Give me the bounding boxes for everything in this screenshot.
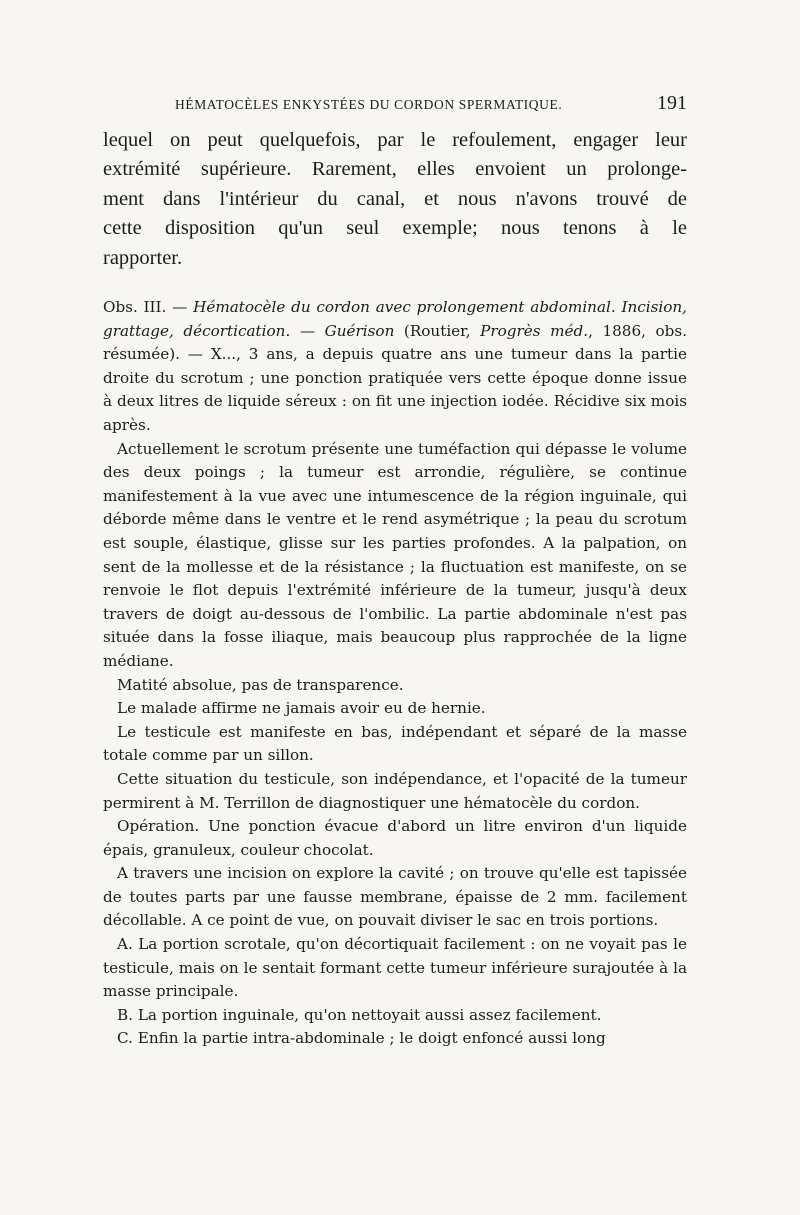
observation-outcome: Guérison <box>324 321 395 340</box>
source-journal: Progrès méd. <box>480 321 589 340</box>
body-paragraph: A travers une incision on explore la cavité ; on trouve qu'elle est tapissée de toutes parts par une fausse membrane, épaisse de 2 mm. facilement décollable. A ce point de vue, on pouvait diviser le sac en trois portions. <box>103 864 687 930</box>
body-paragraph: Cette situation du testicule, son indépendance, et l'opacité de la tumeur permirent à M. Terrillon de diagnostiquer une hématocèle du cordon. <box>103 769 687 812</box>
observation-label: Obs. III. <box>103 298 167 317</box>
text-line: ment dans l'intérieur du canal, et nous n'avons trouvé de <box>103 187 687 210</box>
page-number: 191 <box>657 92 687 114</box>
body-paragraph: Le testicule est manifeste en bas, indépendant et séparé de la masse totale comme par un sillon. <box>103 722 687 765</box>
observation-heading: Obs. III. — Hématocèle du cordon avec prolongement abdominal. Incision, grattage, décortication. — Guérison (Routier, Progrès méd., 1886, obs. résumée). — X..., 3 ans, a depuis quatre ans une tumeur dans la partie droite du scrotum ; une ponction pratiquée vers cette époque donne issue à deux litres de liquide séreux : on fit une injection iodée. Récidive six mois après. <box>103 298 688 434</box>
lead-paragraph <box>103 126 687 273</box>
running-head: HÉMATOCÈLES ENKYSTÉES DU CORDON SPERMATIQUE. <box>175 97 563 112</box>
text-line: rapporter. <box>103 246 183 269</box>
body-paragraph: B. La portion inguinale, qu'on nettoyait aussi assez facilement. <box>117 1005 602 1024</box>
body-paragraph: A. La portion scrotale, qu'on décortiquait facilement : on ne voyait pas le testicule, mais on le sentait formant cette tumeur inférieure surajoutée à la masse principale. <box>103 935 687 1001</box>
body-paragraph: Le malade affirme ne jamais avoir eu de hernie. <box>117 699 486 718</box>
text-line: extrémité supérieure. Rarement, elles envoient un prolonge- <box>103 158 687 181</box>
body-paragraph: C. Enfin la partie intra-abdominale ; le doigt enfoncé aussi long <box>117 1029 606 1048</box>
observation-section <box>103 296 687 1051</box>
page-header <box>103 92 687 126</box>
observation-intro: , 1886, obs. résumée). — X..., 3 ans, a depuis quatre ans une tumeur dans la partie droite du scrotum ; une ponction pratiquée vers cette époque donne issue à deux litres de liquide séreux : on fit une injection iodée. Récidive six mois après. <box>103 321 687 434</box>
book-page <box>103 92 687 1051</box>
body-paragraph: Opération. Une ponction évacue d'abord un litre environ d'un liquide épais, granuleux, couleur chocolat. <box>103 817 687 859</box>
text-line: cette disposition qu'un seul exemple; nous tenons à le <box>103 217 687 240</box>
text-line: lequel on peut quelquefois, par le refoulement, engager leur <box>103 129 687 151</box>
body-paragraph: Matité absolue, pas de transparence. <box>117 675 404 694</box>
body-paragraph: Actuellement le scrotum présente une tuméfaction qui dépasse le volume des deux poings ; la tumeur est arrondie, régulière, se continue manifestement à la vue avec une intumescence de la région inguinale, qui déborde même dans le ventre et le rend asymétrique ; la peau du scrotum est souple, élastique, glisse sur les parties profondes. A la palpation, on sent de la mollesse et de la résistance ; la fluctuation est manifeste, on se renvoie le flot depuis l'extrémité inférieure de la tumeur, jusqu'à deux travers de doigt au-dessous de l'ombilic. La partie abdominale n'est pas située dans la fosse iliaque, mais beaucoup plus rapprochée de la ligne médiane. <box>103 439 687 670</box>
observation-title: Hématocèle du cordon avec prolongement abdominal. Incision, grattage, décortication <box>103 298 688 340</box>
